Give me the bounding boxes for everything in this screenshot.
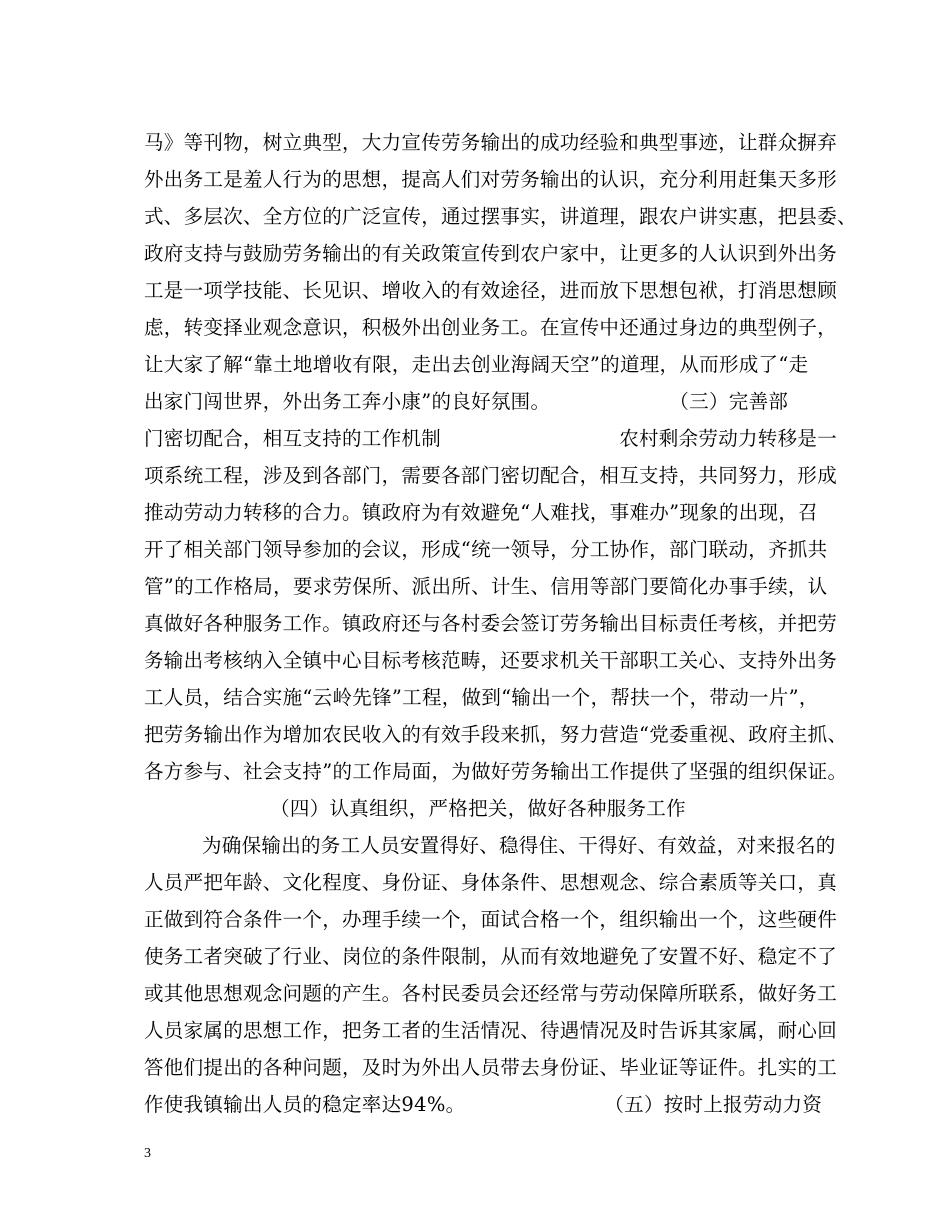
body-line: 式、多层次、全方位的广泛宣传，通过摆事实，讲道理，跟农户讲实惠，把县委、	[144, 205, 857, 228]
body-line: 出家门闯世界，外出务工奔小康”的良好氛围。 （三）完善部	[144, 390, 789, 413]
body-line: 真做好各种服务工作。镇政府还与各村委会签订劳务输出目标责任考核，并把劳	[144, 612, 838, 635]
body-line: 为确保输出的务工人员安置得好、稳得住、干得好、有效益，对来报名的	[202, 834, 836, 857]
section-heading-four: （四）认真组织，严格把关，做好各种服务工作	[270, 797, 686, 820]
body-line: 工人员，结合实施“云岭先锋”工程，做到“输出一个，帮扶一个，带动一片”，	[144, 686, 819, 709]
page-number: 3	[144, 1146, 151, 1161]
body-line: 人员家属的思想工作，把务工者的生活情况、待遇情况及时告诉其家属，耐心回	[144, 1019, 838, 1042]
body-line: 开了相关部门领导参加的会议，形成“统一领导，分工协作，部门联动，齐抓共	[144, 538, 828, 561]
body-line: 人员严把年龄、文化程度、身份证、身体条件、思想观念、综合素质等关口，真	[144, 871, 838, 894]
body-line: 政府支持与鼓励劳务输出的有关政策宣传到农户家中，让更多的人认识到外出务	[144, 242, 838, 265]
body-line: 务输出考核纳入全镇中心目标考核范畴，还要求机关干部职工关心、支持外出务	[144, 649, 838, 672]
body-line: 工是一项学技能、长见识、增收入的有效途径，进而放下思想包袱，打消思想顾	[144, 279, 838, 302]
body-line: 虑，转变择业观念意识，积极外出创业务工。在宣传中还通过身边的典型例子，	[144, 316, 838, 339]
body-line: 门密切配合，相互支持的工作机制 农村剩余劳动力转移是一	[144, 427, 838, 450]
body-line: 使务工者突破了行业、岗位的条件限制，从而有效地避免了安置不好、稳定不了	[144, 945, 838, 968]
body-line: 推动劳动力转移的合力。镇政府为有效避免“人难找，事难办”现象的出现，召	[144, 501, 818, 524]
body-line: 让大家了解“靠土地增收有限，走出去创业海阔天空”的道理，从而形成了“走	[144, 353, 809, 376]
body-line: 项系统工程，涉及到各部门，需要各部门密切配合，相互支持，共同努力，形成	[144, 464, 838, 487]
body-line: 把劳务输出作为增加农民收入的有效手段来抓，努力营造“党委重视、政府主抓、	[144, 723, 848, 746]
body-line: 马》等刊物，树立典型，大力宣传劳务输出的成功经验和典型事迹，让群众摒弃	[144, 131, 838, 154]
body-line: 各方参与、社会支持”的工作局面，为做好劳务输出工作提供了坚强的组织保证。	[144, 760, 848, 783]
body-line: 或其他思想观念问题的产生。各村民委员会还经常与劳动保障所联系，做好务工	[144, 982, 838, 1005]
body-line: 管”的工作格局，要求劳保所、派出所、计生、信用等部门要简化办事手续，认	[144, 575, 828, 598]
body-line: 正做到符合条件一个，办理手续一个，面试合格一个，组织输出一个，这些硬件	[144, 908, 838, 931]
body-line: 作使我镇输出人员的稳定率达94%。 （五）按时上报劳动力资	[144, 1093, 823, 1116]
body-line: 外出务工是羞人行为的思想，提高人们对劳务输出的认识，充分利用赶集天多形	[144, 168, 838, 191]
body-line: 答他们提出的各种问题，及时为外出人员带去身份证、毕业证等证件。扎实的工	[144, 1056, 838, 1079]
